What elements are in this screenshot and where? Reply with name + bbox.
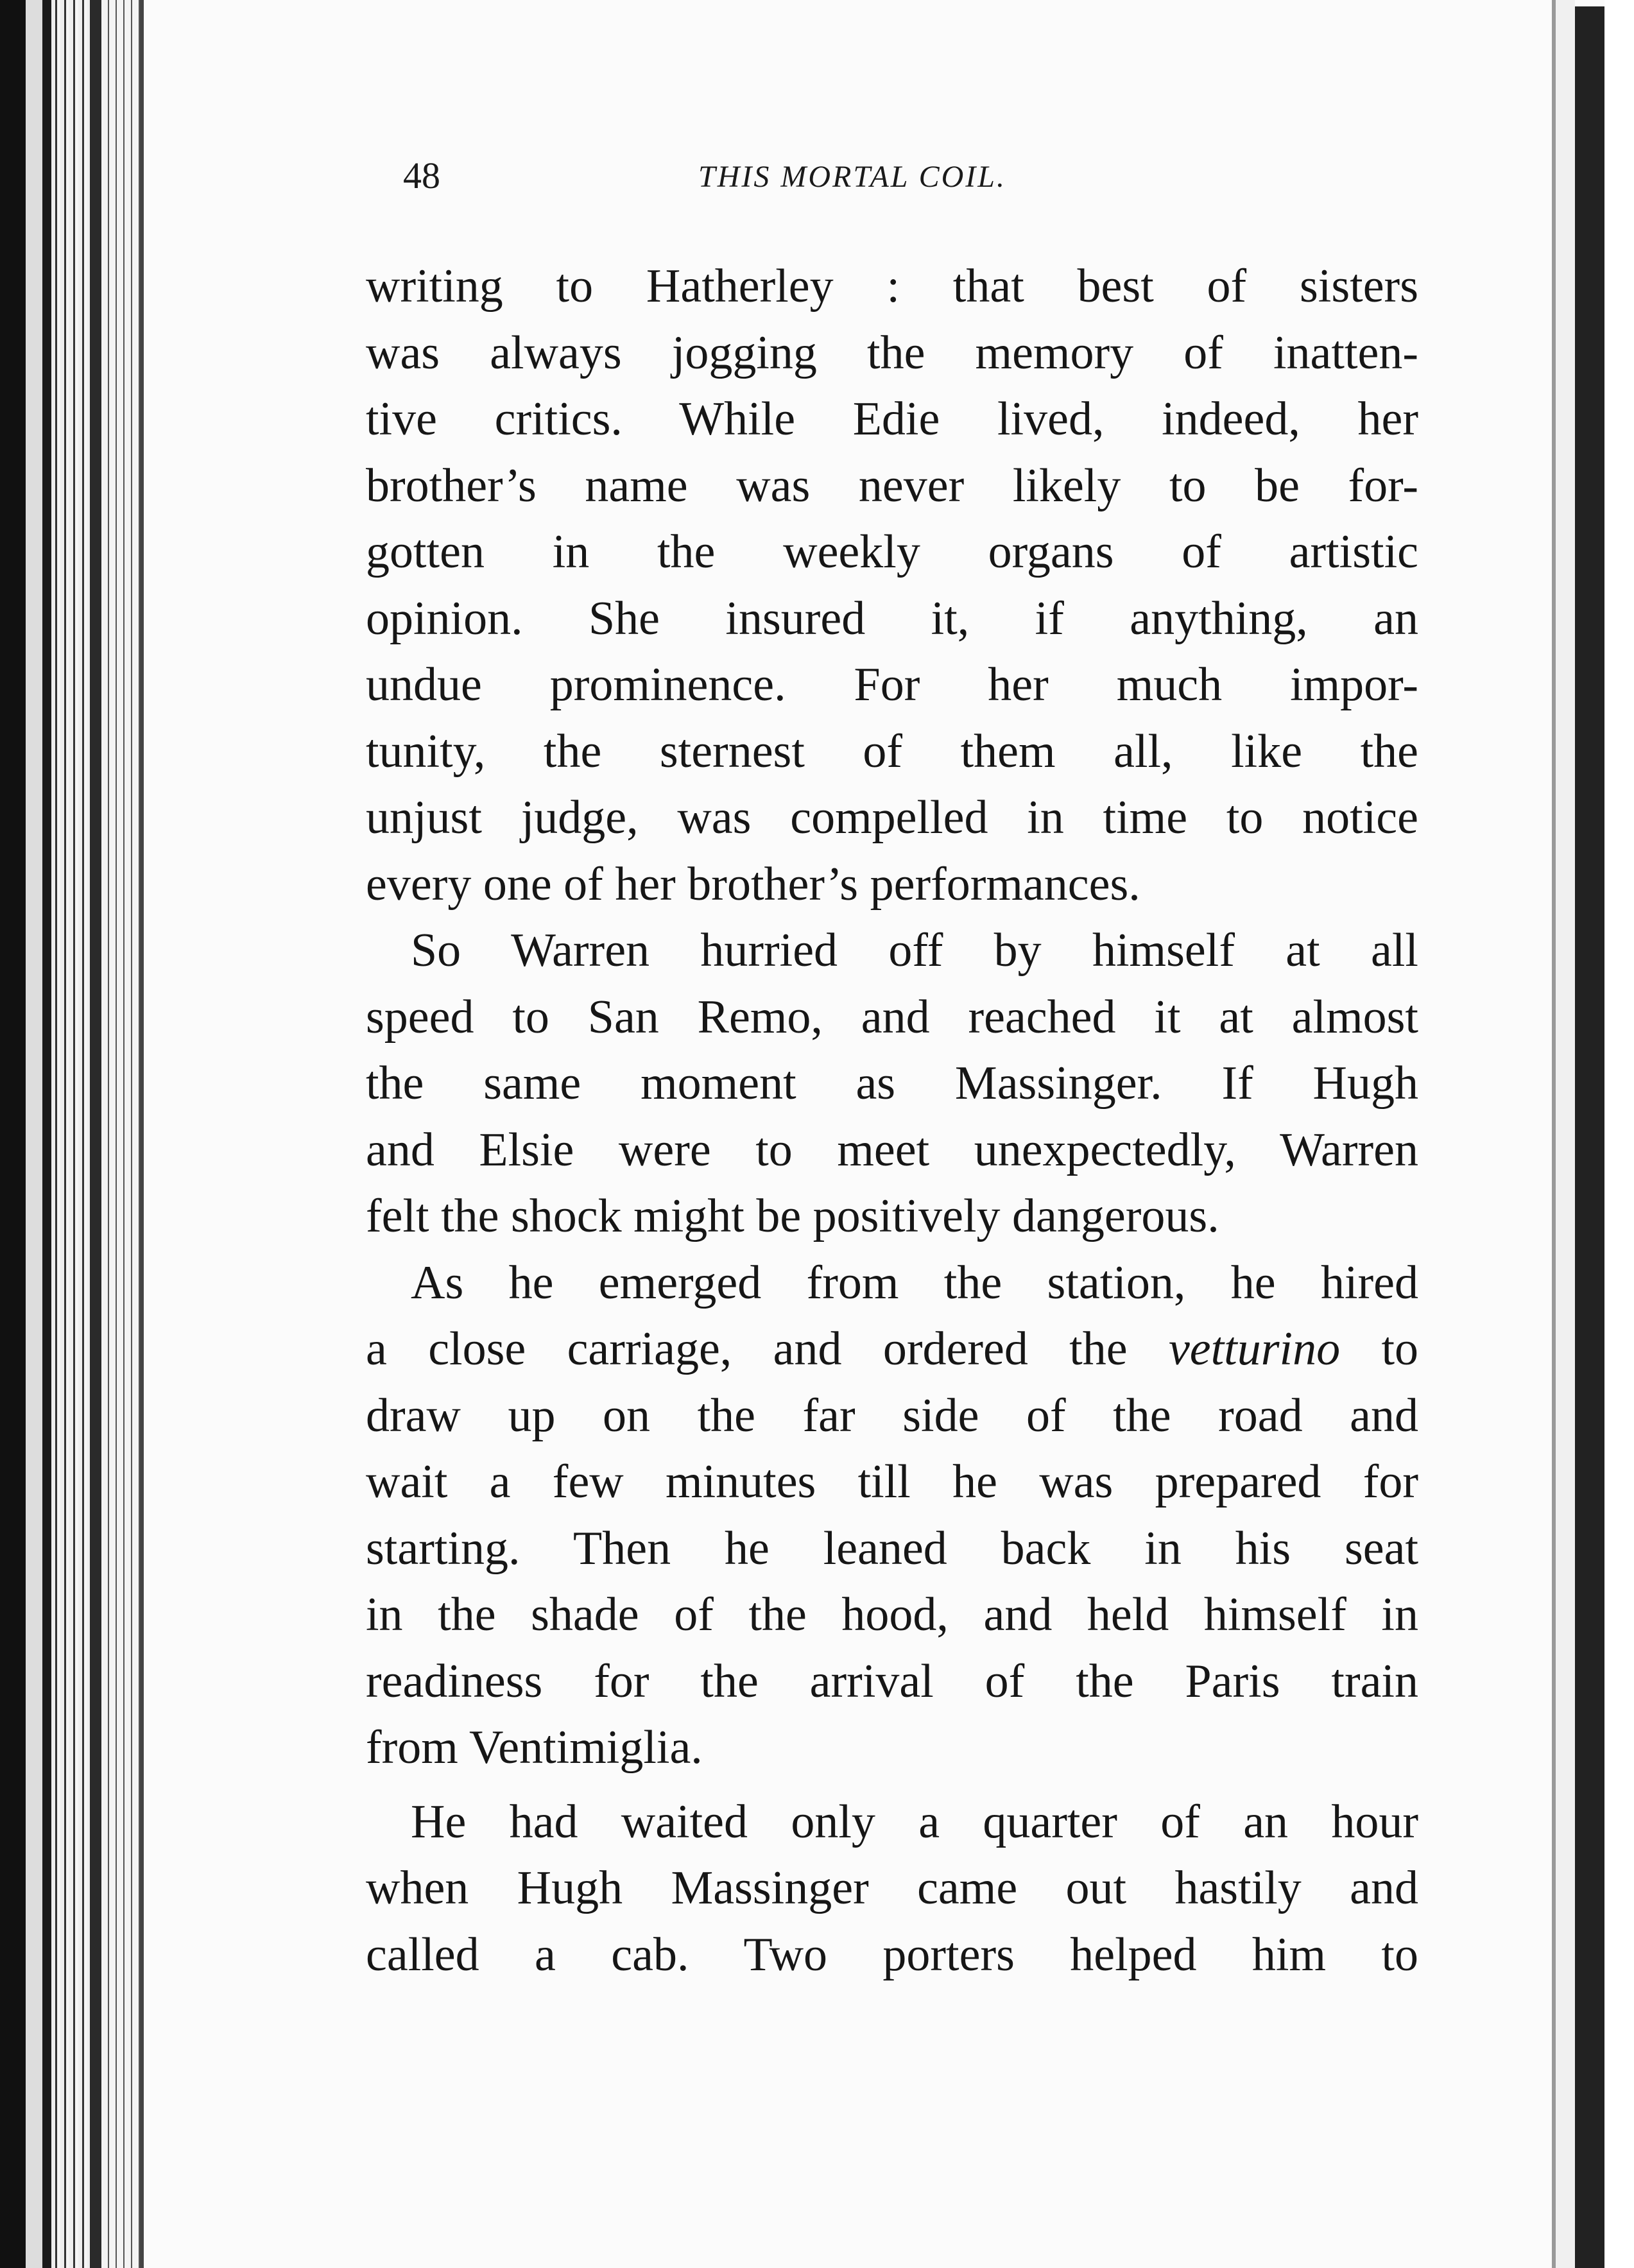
text-line: readiness for the arrival of the Paris train (366, 1654, 1418, 1708)
text-line: undue prominence. For her much impor- (366, 658, 1418, 711)
text-line: from Ventimiglia. (366, 1721, 703, 1774)
text-line: tunity, the sternest of them all, like the (366, 725, 1418, 778)
text-line: brother’s name was never likely to be for- (366, 459, 1418, 512)
page-header (403, 154, 1135, 205)
text-line: wait a few minutes till he was prepared for (366, 1456, 1418, 1508)
text-line (366, 1316, 1418, 1383)
paragraph (366, 1789, 1418, 1989)
book-binding-edge (26, 0, 42, 2268)
text-line: when Hugh Massinger came out hastily and (366, 1862, 1418, 1914)
italic-word: vetturino (1168, 1323, 1341, 1375)
paragraph (366, 918, 1418, 1250)
text-line: starting. Then he leaned back in his seat (366, 1522, 1418, 1575)
text-line: tive critics. While Edie lived, indeed, her (366, 393, 1418, 445)
body-text (366, 253, 1418, 1988)
paragraph-gap (366, 1782, 1418, 1789)
book-binding-edge (90, 0, 101, 2268)
scan-background (1604, 0, 1634, 2268)
text-line: in the shade of the hood, and held himself in (366, 1588, 1418, 1641)
page-right-margin (1556, 0, 1575, 2268)
text-line: was always jogging the memory of inatten- (366, 326, 1418, 379)
text-line: speed to San Remo, and reached it at almost (366, 990, 1418, 1044)
text-fragment: to (1381, 1323, 1419, 1375)
paragraph (366, 253, 1418, 918)
text-line: gotten in the weekly organs of artistic (366, 526, 1418, 578)
text-line: So Warren hurried off by himself at all (411, 924, 1418, 977)
running-title: THIS MORTAL COIL. (698, 160, 1006, 194)
text-line: the same moment as Massinger. If Hugh (366, 1057, 1418, 1110)
book-binding-edge (42, 0, 51, 2268)
text-line: opinion. She insured it, if anything, an (366, 592, 1418, 645)
book-cover-edge (1575, 6, 1604, 2268)
text-line: felt the shock might be positively dangerous. (366, 1190, 1219, 1242)
text-line: As he emerged from the station, he hired (411, 1256, 1418, 1309)
text-line: He had waited only a quarter of an hour (411, 1795, 1418, 1848)
text-line: called a cab. Two porters helped him to (366, 1928, 1418, 1981)
text-line: unjust judge, was compelled in time to notice (366, 791, 1418, 844)
page-stack-edges (101, 0, 140, 2268)
text-line: every one of her brother’s performances. (366, 857, 1140, 911)
text-fragment: a close carriage, and ordered the (366, 1323, 1128, 1375)
text-line: and Elsie were to meet unexpectedly, Warren (366, 1123, 1418, 1176)
text-line: writing to Hatherley : that best of sisters (366, 260, 1418, 313)
paragraph (366, 1250, 1418, 1782)
page-stack-edges (51, 0, 90, 2268)
page-number: 48 (403, 155, 440, 196)
text-line: draw up on the far side of the road and (366, 1389, 1418, 1442)
page-gutter-line (140, 0, 144, 2268)
book-binding-edge (0, 0, 26, 2268)
